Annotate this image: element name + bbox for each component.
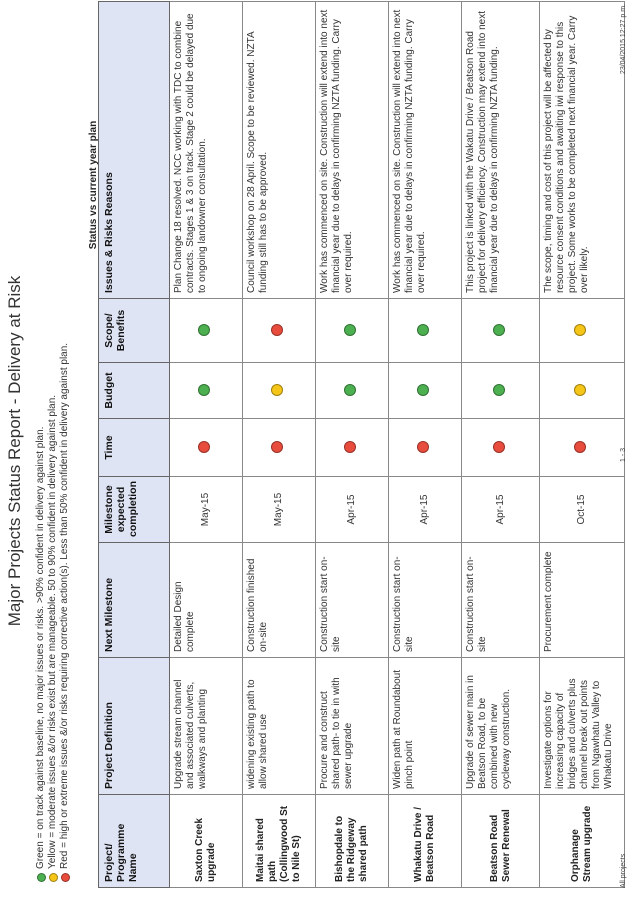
issues-reasons: Council workshop on 28 April. Scope to be reviewed. NZTA funding still has to be approved. — [243, 2, 316, 299]
scope-status-icon — [344, 325, 356, 337]
col-header-budget: Budget — [99, 363, 170, 419]
budget-status-icon — [198, 385, 210, 397]
budget-status-icon — [344, 385, 356, 397]
projects-table — [98, 1, 625, 888]
time-status-icon — [344, 442, 356, 454]
status-legend — [35, 343, 71, 882]
milestone-expected: Apr-15 — [389, 477, 462, 543]
budget-status-icon — [271, 385, 283, 397]
scope-status — [540, 299, 625, 363]
project-definition: Widen path at Roundabout pinch point — [389, 658, 462, 795]
red-status-icon — [61, 873, 70, 882]
time-status-icon — [417, 442, 429, 454]
budget-status-icon — [493, 385, 505, 397]
scope-status-icon — [198, 325, 210, 337]
time-status — [243, 419, 316, 477]
col-header-expected: Milestone expected completion — [99, 477, 170, 543]
scope-status — [389, 299, 462, 363]
next-milestone: Construction start on-site — [389, 543, 462, 658]
legend-green — [35, 343, 47, 882]
footer-left: All projects — [620, 853, 627, 888]
budget-status — [462, 363, 540, 419]
table-row — [170, 2, 243, 888]
col-header-definition: Project Definition — [99, 658, 170, 795]
project-name: Orphanage Stream upgrade — [540, 795, 625, 888]
scope-status — [243, 299, 316, 363]
col-header-project: Project/ Programme Name — [99, 795, 170, 888]
next-milestone: Construction start on-site — [462, 543, 540, 658]
scope-status — [462, 299, 540, 363]
milestone-expected: Apr-15 — [316, 477, 389, 543]
budget-status — [540, 363, 625, 419]
time-status — [540, 419, 625, 477]
table-row — [243, 2, 316, 888]
time-status — [389, 419, 462, 477]
legend-green-text: Green = on track against baseline, no major issues or risks. >90% confident in delivery against plan. — [35, 426, 46, 869]
project-definition: Investigate options for increasing capacity of bridges and culverts plus channel break out points from Ngawhatu Valley to Whakatu Drive — [540, 658, 625, 795]
time-status — [316, 419, 389, 477]
issues-reasons: Work has commenced on site. Construction will extend into next financial year due to delays in confirming NZTA funding. Carry over required. — [316, 2, 389, 299]
legend-yellow-text: Yellow = moderate issues &/or risks exist but are manageable. 50 to 90% confident in delivery against plan. — [47, 394, 58, 869]
next-milestone: Construction start on-site — [316, 543, 389, 658]
budget-status-icon — [417, 385, 429, 397]
yellow-status-icon — [49, 873, 58, 882]
next-milestone: Detailed Design complete — [170, 543, 243, 658]
milestone-expected: May-15 — [170, 477, 243, 543]
scope-status-icon — [271, 325, 283, 337]
issues-reasons: The scope, timing and cost of this project will be affected by resource consent conditions and awaiting iwi response to this project. Some works to be completed next financial year. Carry over likely. — [540, 2, 625, 299]
next-milestone: Procurement complete — [540, 543, 625, 658]
issues-reasons: Work has commenced on site. Construction will extend into next financial year due to delays in confirming NZTA funding. Carry over required. — [389, 2, 462, 299]
footer-timestamp: 23/04/2015 12:27 p.m. — [620, 4, 627, 75]
scope-status-icon — [417, 325, 429, 337]
table-row — [462, 2, 540, 888]
budget-status — [243, 363, 316, 419]
time-status-icon — [271, 442, 283, 454]
col-header-scope: Scope/ Benefits — [99, 299, 170, 363]
col-header-issues: Issues & Risks Reasons — [99, 2, 170, 299]
report-title: Major Projects Status Report - Delivery at Risk — [5, 275, 24, 627]
scope-status — [170, 299, 243, 363]
table-row — [389, 2, 462, 888]
milestone-expected: Apr-15 — [462, 477, 540, 543]
green-status-icon — [37, 873, 46, 882]
legend-yellow — [47, 343, 59, 882]
project-name: Whakatu Drive / Beatson Road — [389, 795, 462, 888]
budget-status-icon — [574, 385, 586, 397]
budget-status — [316, 363, 389, 419]
status-vs-plan-banner: Status vs current year plan — [88, 120, 99, 250]
table-row — [540, 2, 625, 888]
project-definition: Upgrade of sewer main in Beatson Road, to be combined with new cycleway construction. — [462, 658, 540, 795]
milestone-expected: Oct-15 — [540, 477, 625, 543]
scope-status-icon — [493, 325, 505, 337]
issues-reasons: Plan Change 18 resolved. NCC working with TDC to combine contracts. Stages 1 & 3 on track. Stage 2 could be delayed due to ongoing landowner consultation. — [170, 2, 243, 299]
time-status — [170, 419, 243, 477]
issues-reasons: This project is linked with the Wakatu Drive / Beatson Road project for delivery efficiency. Construction may extend into next financial year due to delays in confirming NZTA funding. — [462, 2, 540, 299]
project-definition: Procure and construct shared path- to tie in with sewer upgrade — [316, 658, 389, 795]
col-header-time: Time — [99, 419, 170, 477]
project-name: Saxton Creek upgrade — [170, 795, 243, 888]
budget-status — [170, 363, 243, 419]
scope-status — [316, 299, 389, 363]
project-name: Beatson Road Sewer Renewal — [462, 795, 540, 888]
scope-status-icon — [574, 325, 586, 337]
header-row — [99, 2, 170, 888]
time-status-icon — [574, 442, 586, 454]
legend-red-text: Red = high or extreme issues &/or risks requiring corrective action(s). Less than 50% confident in delivery against plan. — [59, 342, 70, 869]
next-milestone: Construction finished on-site — [243, 543, 316, 658]
project-name: Maitai shared path (Collingwood St to Nile St) — [243, 795, 316, 888]
page-number: 1 - 3 — [620, 447, 627, 462]
project-name: Bishopdale to the Ridgeway shared path — [316, 795, 389, 888]
time-status-icon — [493, 442, 505, 454]
project-definition: Upgrade stream channel and associated culverts, walkways and planting — [170, 658, 243, 795]
legend-red — [59, 343, 71, 882]
milestone-expected: May-15 — [243, 477, 316, 543]
col-header-milestone: Next Milestone — [99, 543, 170, 658]
table-row — [316, 2, 389, 888]
time-status-icon — [198, 442, 210, 454]
project-definition: widening existing path to allow shared use — [243, 658, 316, 795]
budget-status — [389, 363, 462, 419]
time-status — [462, 419, 540, 477]
